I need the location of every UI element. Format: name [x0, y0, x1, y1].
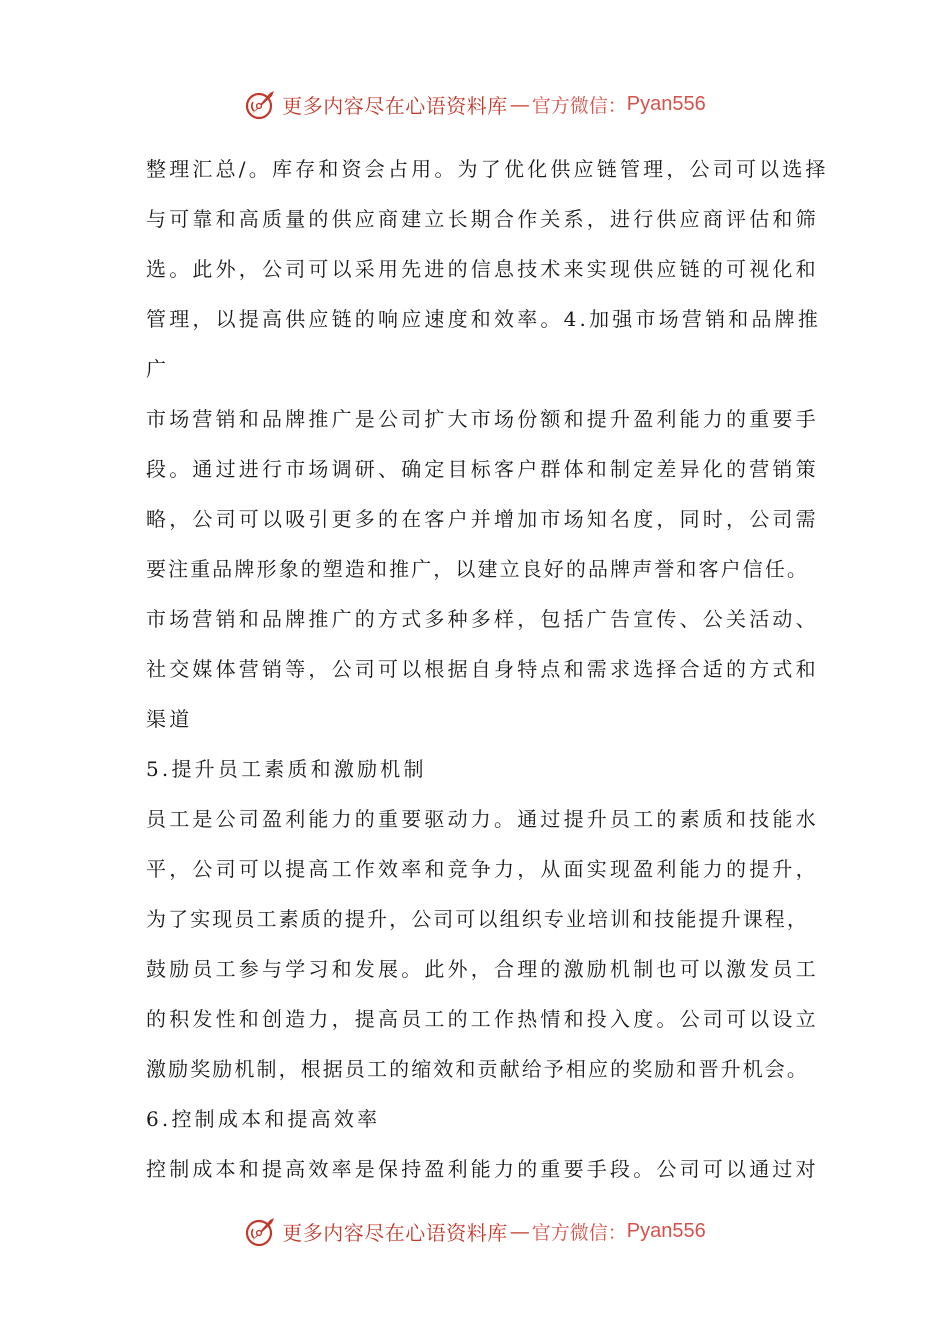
banner-account: Pyan556	[626, 92, 706, 115]
header-banner	[0, 84, 950, 124]
body-line: 管理，以提高供应链的响应速度和效率。4.加强市场营销和品牌推	[146, 307, 822, 331]
section-heading: 5.提升员工素质和激励机制	[146, 757, 427, 781]
body-line: 员工是公司盈利能力的重要驱动力。通过提升员工的素质和技能水	[146, 807, 819, 831]
body-line: 广	[146, 357, 170, 381]
banner-wechat-label: 官方微信：	[531, 1221, 627, 1244]
body-line: 平，公司可以提高工作效率和竞争力，从面实现盈利能力的提升，	[146, 857, 819, 881]
section-heading: 6.控制成本和提高效率	[146, 1107, 381, 1131]
document-body	[146, 147, 829, 1197]
body-line: 控制成本和提高效率是保持盈利能力的重要手段。公司可以通过对	[146, 1157, 819, 1181]
body-line: 略，公司可以吸引更多的在客户并增加市场知名度，同时，公司需	[146, 507, 819, 531]
footer-banner	[0, 1211, 950, 1251]
banner-dash: —	[509, 92, 530, 116]
body-line: 市场营销和品牌推广的方式多种多样，包括广告宣传、公关活动、	[146, 607, 819, 631]
banner-brand-text: 更多内容尽在心语资料库	[282, 1220, 508, 1245]
quill-pen-logo-icon	[244, 87, 278, 121]
banner-brand-text: 更多内容尽在心语资料库	[282, 93, 508, 118]
body-line: 与可靠和高质量的供应商建立长期合作关系，进行供应商评估和筛	[146, 207, 819, 231]
quill-pen-logo-icon	[244, 1214, 278, 1248]
body-line: 要注重品牌形象的塑造和推广，以建立良好的品牌声誉和客户信任。	[146, 557, 809, 581]
body-line: 市场营销和品牌推广是公司扩大市场份额和提升盈利能力的重要手	[146, 407, 819, 431]
body-line: 整理汇总/。库存和资会占用。为了优化供应链管理，公司可以选择	[146, 157, 829, 181]
body-line: 的积发性和创造力，提高员工的工作热情和投入度。公司可以设立	[146, 1007, 819, 1031]
banner-account: Pyan556	[626, 1219, 706, 1242]
body-line: 选。此外，公司可以采用先进的信息技术来实现供应链的可视化和	[146, 257, 819, 281]
body-line: 鼓励员工参与学习和发展。此外，合理的激励机制也可以激发员工	[146, 957, 819, 981]
banner-dash: —	[509, 1219, 530, 1243]
body-line: 社交媒体营销等，公司可以根据自身特点和需求选择合适的方式和	[146, 657, 819, 681]
body-line: 激励奖励机制，根据员工的缩效和贡献给予相应的奖励和晋升机会。	[146, 1057, 809, 1081]
body-line: 为了实现员工素质的提升，公司可以组织专业培训和技能提升课程，	[146, 907, 809, 931]
body-line: 段。通过进行市场调研、确定目标客户群体和制定差异化的营销策	[146, 457, 819, 481]
banner-wechat-label: 官方微信：	[531, 94, 627, 117]
body-line: 渠道	[146, 707, 193, 731]
